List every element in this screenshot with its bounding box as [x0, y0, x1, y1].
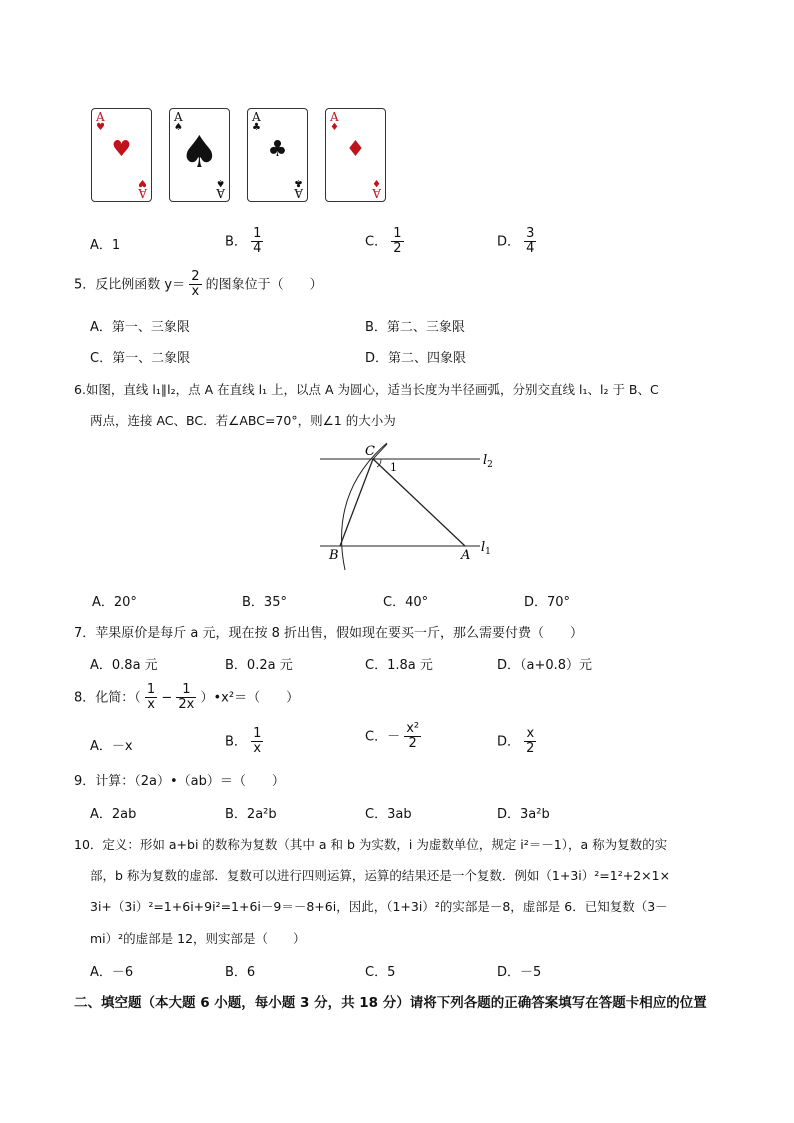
segment-ac-extension: [373, 444, 387, 459]
q6-option-d: D．70°: [524, 595, 571, 610]
fraction: $\frac{1}{x}$: [253, 726, 262, 757]
option-label: C．: [365, 234, 388, 250]
q10-option-a: A．－6: [90, 965, 134, 980]
option-label: B．: [225, 234, 247, 250]
q4-option-b: [225, 227, 263, 257]
q10-option-b: B．6: [225, 965, 256, 980]
q10-option-d: D．－5: [497, 965, 542, 980]
question-10-line-3: 3i+（3i）²=1+6i+9i²=1+6i－9＝－8+6i，因此，（1+3i）²的实部是－8，虚部是 6．已知复数（3－: [90, 899, 668, 914]
q5-option-b: B．第二、三象限: [365, 320, 465, 335]
option-value: 1: [111, 238, 121, 253]
card-rank: A: [174, 110, 183, 124]
diamond-icon: ♦: [330, 122, 339, 133]
fraction: $\frac{x}{2}$: [526, 726, 535, 757]
option-label: D．: [497, 234, 521, 250]
diamond-icon: ♦: [372, 177, 381, 188]
question-6-line-2: 两点，连接 AC、BC．若∠ABC=70°，则∠1 的大小为: [90, 413, 396, 428]
label-a: A: [461, 548, 471, 563]
card-rank: A: [294, 186, 303, 200]
label-l1: $l_1$: [481, 540, 491, 557]
card-rank: A: [252, 110, 261, 124]
club-icon: ♣: [294, 177, 303, 188]
fraction: $\frac{2}{x}$: [191, 269, 200, 300]
question-5: 5．反比例函数 y＝ $\frac{2}{x}$ 的图象位于（ ）: [74, 269, 323, 300]
playing-card-ace-clubs: [247, 108, 308, 202]
q8-option-b: B． $\frac{1}{x}$: [225, 726, 262, 757]
q9-option-b: B．2a²b: [225, 807, 277, 822]
heart-icon: ♥: [96, 122, 105, 133]
q7-option-a: A．0.8a 元: [90, 658, 158, 673]
option-label: A．: [90, 238, 112, 253]
card-rank: A: [138, 186, 147, 200]
card-rank: A: [96, 110, 105, 124]
section-heading-fill-in: 二、填空题（本大题 6 小题，每小题 3 分，共 18 分）请将下列各题的正确答案填写在答题卡相应的位置: [74, 995, 707, 1011]
fraction: $\frac{1}{2x}$: [178, 682, 195, 713]
q8-option-d: D． $\frac{x}{2}$: [497, 726, 535, 757]
question-6-line-1: 6.如图，直线 l₁∥l₂，点 A 在直线 l₁ 上，以点 A 为圆心，适当长度为半径画弧，分别交直线 l₁、l₂ 于 B、C: [74, 382, 659, 397]
q5-option-a: A．第一、三象限: [90, 320, 190, 335]
q5-option-d: D．第二、四象限: [365, 351, 467, 366]
q6-option-c: C．40°: [383, 595, 429, 610]
segment-ac: [373, 459, 465, 546]
label-b: B: [329, 548, 339, 563]
question-9: 9．计算：（2a）•（ab）＝（ ）: [74, 774, 285, 789]
playing-card-ace-spades: [169, 108, 230, 202]
geometry-figure: [315, 438, 505, 578]
fraction: $\frac{1}{4}$: [253, 226, 262, 257]
card-rank: A: [372, 186, 381, 200]
fraction: $\frac{3}{4}$: [526, 226, 535, 257]
q4-option-c: [365, 227, 404, 257]
q8-option-c: C．－ $\frac{\text{x²}}{2}$: [365, 721, 420, 752]
playing-card-ace-hearts: [91, 108, 152, 202]
label-1: 1: [390, 461, 397, 474]
club-icon: ♣: [252, 122, 261, 133]
diamond-icon: ♦: [345, 137, 366, 162]
question-10-line-4: mi）²的虚部是 12，则实部是（ ）: [90, 931, 306, 946]
q4-option-a: [90, 234, 120, 253]
card-rank: A: [330, 110, 339, 124]
fraction: $\frac{1}{x}$: [146, 682, 156, 713]
q6-option-a: A．20°: [92, 595, 137, 610]
club-icon: ♣: [267, 137, 288, 162]
question-10-line-1: 10．定义：形如 a+bi 的数称为复数（其中 a 和 b 为实数，i 为虚数单位，规定 i²＝－1），a 称为复数的实: [74, 837, 668, 852]
question-8: 8．化简：（ $\frac{1}{x}$ − $\frac{1}{2x}$ ）•x²＝（ ）: [74, 682, 300, 713]
card-rank: A: [216, 186, 225, 200]
q8-option-a: A．－x: [90, 739, 133, 754]
heart-icon: ♥: [111, 137, 132, 162]
question-10-line-2: 部，b 称为复数的虚部．复数可以进行四则运算，运算的结果还是一个复数．例如（1+3i）²=1²+2×1×: [90, 868, 671, 883]
q6-option-b: B．35°: [242, 595, 287, 610]
heart-icon: ♥: [138, 177, 147, 188]
q4-option-d: [497, 227, 536, 257]
q7-option-c: C．1.8a 元: [365, 658, 433, 673]
q9-option-d: D．3a²b: [497, 807, 550, 822]
spade-icon: ♠: [216, 177, 225, 188]
label-l2: $l_2$: [483, 453, 493, 470]
segment-bc: [340, 459, 373, 546]
spade-icon: ♠: [179, 127, 220, 178]
q10-option-c: C．5: [365, 965, 396, 980]
spade-icon: ♠: [174, 122, 183, 133]
question-7: 7．苹果原价是每斤 a 元，现在按 8 折出售，假如现在要买一斤，那么需要付费（ ）: [74, 626, 584, 641]
fraction: $\frac{1}{2}$: [393, 226, 402, 257]
q7-option-b: B．0.2a 元: [225, 658, 293, 673]
label-c: C: [365, 444, 375, 459]
fraction: $\frac{\text{x²}}{2}$: [406, 721, 420, 752]
arc: [342, 443, 387, 570]
q5-option-c: C．第一、二象限: [90, 351, 191, 366]
playing-card-ace-diamonds: [325, 108, 386, 202]
q9-option-a: A．2ab: [90, 807, 137, 822]
q9-option-c: C．3ab: [365, 807, 412, 822]
q7-option-d: D．（a+0.8）元: [497, 658, 593, 673]
